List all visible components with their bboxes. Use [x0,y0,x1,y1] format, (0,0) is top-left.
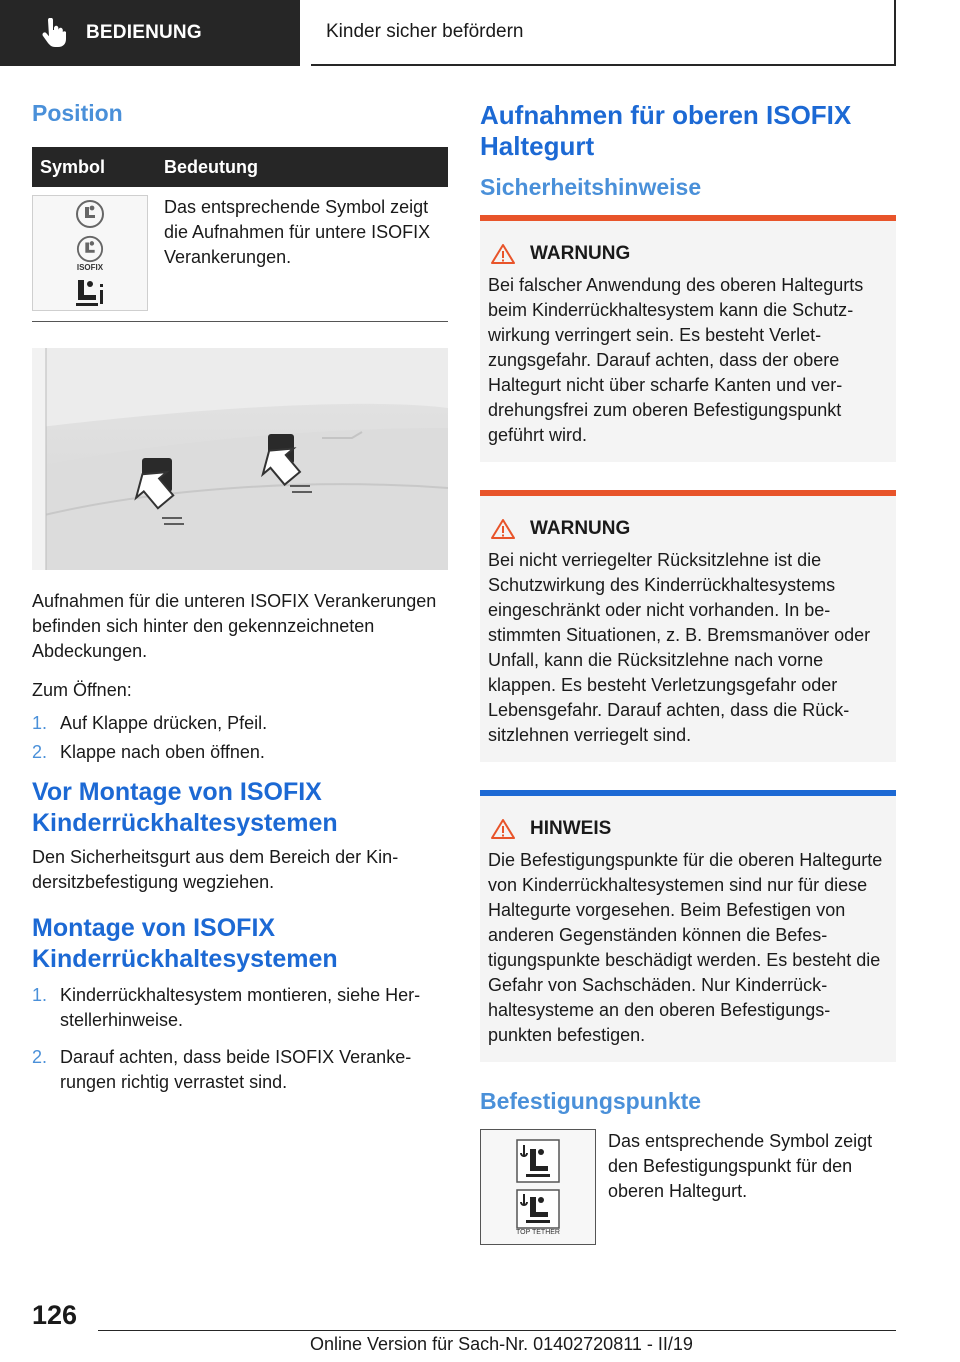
notice-text: Die Befestigungspunkte für die oberen Haltegurte von Kinderrückhaltesystemen sind nur für diese Haltegurte vorgesehen. Beim Befestigen von anderen Gegenständen können die Befestigungspunkte beschädigt werden. Es besteht die Gefahr von Sachschäden. Nur Kinderrückhaltesysteme an den oberen Befestigungspunkten befestigen. [488,850,883,1045]
isofix-child-seat-icon [76,235,104,263]
col-symbol: Symbol [40,156,106,177]
safety-heading: Sicherheitshinweise [480,174,702,200]
isofix-icon-label: ISOFIX [76,262,104,272]
footer-divider [98,1330,896,1331]
warning-title: WARNUNG [530,518,631,539]
anchor-points-heading: Befestigungspunkte [480,1088,702,1114]
child-seat-icon [75,199,105,229]
child-seat-anchor-icon [74,278,106,308]
top-tether-labeled-icon [516,1189,560,1229]
rear-seat-isofix-photo [32,348,448,570]
col-meaning: Bedeutung [164,156,258,177]
warning-box [480,490,896,762]
before-mounting-heading: Vor Montage von ISOFIX Kinderrückhaltesystemen [32,778,338,837]
symbol-meaning: Das entsprechende Symbol zeigt die Aufnahmen für untere ISOFIX Verankerungen. [164,197,431,267]
hand-pointer-icon [40,18,66,48]
top-tether-symbol-panel [480,1129,596,1245]
isofix-caption: Aufnahmen für die unteren ISOFIX Verankerungen befinden sich hinter den gekennzeichneten Abdeckungen. [32,591,437,661]
mount-steps-list [32,983,448,1095]
page-title: Kinder sicher befördern [326,21,524,42]
before-mounting-text: Den Sicherheitsgurt aus dem Bereich der Kindersitzbefestigung wegziehen. [32,847,399,892]
chapter-tab[interactable] [0,0,300,66]
open-label: Zum Öffnen: [32,680,132,700]
top-tether-heading: Aufnahmen für oberen ISOFIX Haltegurt [480,100,852,161]
symbol-table-header [32,147,448,187]
notice-triangle-icon [490,818,516,840]
page-header [311,0,896,66]
list-item: 1. Kinderrückhaltesystem montieren, siehe Herstellerhinweise. [32,985,421,1030]
table-row [32,187,448,322]
chapter-label: BEDIENUNG [86,22,202,43]
open-steps-list [32,711,448,765]
mounting-heading: Montage von ISOFIX Kinderrückhaltesystemen [32,914,338,973]
list-item: 1. Auf Klappe drücken, Pfeil. [32,713,268,733]
warning-box [480,215,896,462]
notice-title: HINWEIS [530,818,612,839]
warning-triangle-icon [490,518,516,540]
left-column [32,100,448,1099]
footer-version: Online Version für Sach-Nr. 01402720811 - II/19 [310,1334,693,1354]
warning-title: WARNUNG [530,243,631,264]
isofix-symbol-panel [32,195,148,311]
page-number: 126 [32,1300,78,1330]
notice-box [480,790,896,1062]
warning-triangle-icon [490,243,516,265]
anchor-points-text: Das entsprechende Symbol zeigt den Befestigungspunkt für den oberen Haltegurt. [608,1131,873,1201]
warning-text: Bei falscher Anwendung des oberen Haltegurts beim Kinderrückhaltesystem kann die Schutzwirkung verringert sein. Es besteht Verletzungsgefahr. Darauf achten, dass der obere Haltegurt nicht über scharfe Kanten und verdrehungsfrei zum oberen Befestigungspunkt geführt wird. [488,275,864,445]
right-column [480,100,896,1245]
warning-text: Bei nicht verriegelter Rücksitzlehne ist die Schutzwirkung des Kinderrückhaltesystems eingeschränkt oder nicht vorhanden. In bestimmten Situationen, z. B. Bremsmanöver oder Unfall, kann die Rücksitzlehne nach vorne klappen. Es besteht Verletzungsgefahr oder Lebensgefahr. Darauf achten, dass die Rücksitzlehnen verriegelt sind. [488,550,871,745]
top-tether-icon [516,1139,560,1183]
position-heading: Position [32,100,123,126]
list-item: 2. Darauf achten, dass beide ISOFIX Verankerungen richtig verrastet sind. [32,1047,412,1092]
top-tether-label: TOP TETHER [516,1228,560,1236]
list-item: 2. Klappe nach oben öffnen. [32,742,265,762]
